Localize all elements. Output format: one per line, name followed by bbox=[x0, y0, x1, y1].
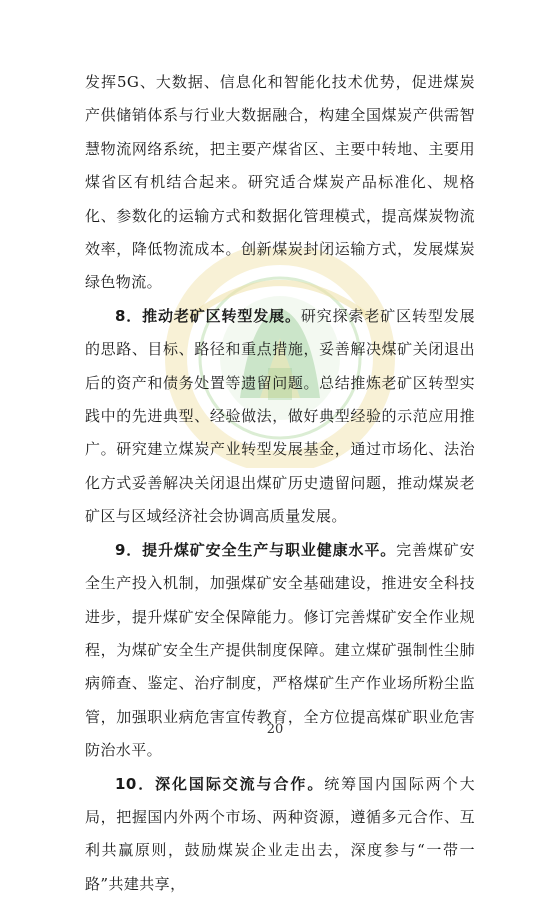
paragraph-text: 统筹国内国际两个大局，把握国内外两个市场、两种资源，遵循多元合作、互利共赢原则，鼓励煤炭企业走出去，深度参与“一带一路”共建共享， bbox=[85, 774, 475, 893]
section-heading: 8．推动老矿区转型发展。 bbox=[115, 306, 301, 325]
section-heading: 9．提升煤矿安全生产与职业健康水平。 bbox=[115, 540, 397, 559]
section-heading: 10．深化国际交流与合作。 bbox=[115, 774, 325, 793]
paragraph bbox=[85, 66, 475, 300]
paragraph-text: 发挥5G、大数据、信息化和智能化技术优势，促进煤炭产供储销体系与行业大数据融合，构建全国煤炭产供需智慧物流网络系统，把主要产煤省区、主要中转地、主要用煤省区有机结合起来。研究适合煤炭产品标准化、规格化、参数化的运输方式和数据化管理模式，提高煤炭物流效率，降低物流成本。创新煤炭封闭运输方式，发展煤炭绿色物流。 bbox=[85, 73, 475, 292]
page-number: 20 bbox=[266, 722, 284, 737]
document-body bbox=[85, 66, 475, 901]
paragraph-text: 研究探索老矿区转型发展的思路、目标、路径和重点措施，妥善解决煤矿关闭退出后的资产和债务处置等遗留问题。总结推炼老矿区转型实践中的先进典型、经验做法，做好典型经验的示范应用推广。研究建立煤炭产业转型发展基金，通过市场化、法治化方式妥善解决关闭退出煤矿历史遗留问题，推动煤炭老矿区与区域经济社会协调高质量发展。 bbox=[85, 306, 475, 526]
paragraph-text: 完善煤矿安全生产投入机制，加强煤矿安全基础建设，推进安全科技进步，提升煤矿安全保障能力。修订完善煤矿安全作业规程，为煤矿安全生产提供制度保障。建立煤矿强制性尘肺病筛查、鉴定、治疗制度，严格煤矿生产作业场所粉尘监管，加强职业病危害宣传教育，全方位提高煤矿职业危害防治水平。 bbox=[85, 540, 475, 760]
paragraph-section-8 bbox=[85, 300, 475, 534]
paragraph-section-10 bbox=[85, 768, 475, 901]
